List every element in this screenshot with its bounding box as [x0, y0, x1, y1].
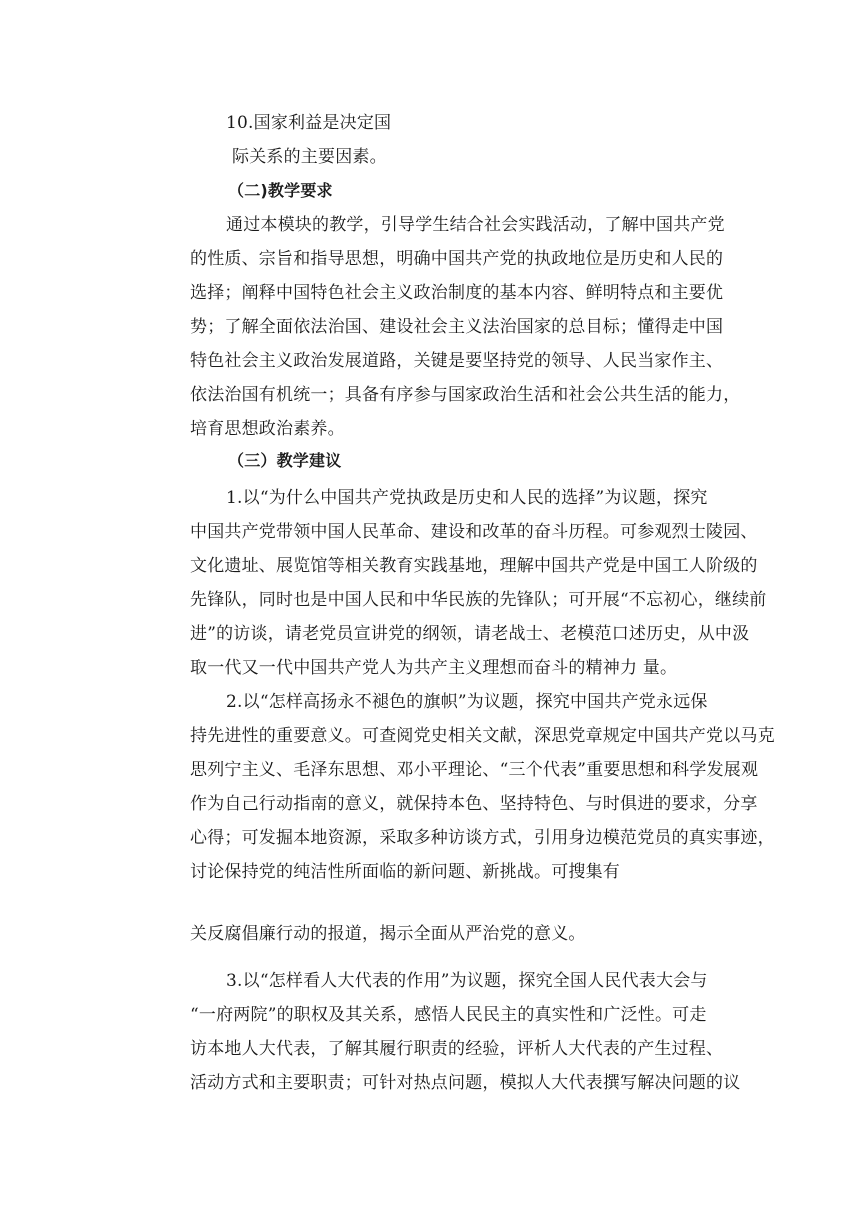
paragraph-line: 2.以“怎样高扬永不褪色的旗帜”为议题，探究中国共产党永远保	[226, 692, 708, 712]
paragraph-line: 关反腐倡廉行动的报道，揭示全面从严治党的意义。	[190, 924, 586, 944]
paragraph-line: 1.以“为什么中国共产党执政是历史和人民的选择”为议题，探究	[226, 488, 708, 508]
paragraph-line: 选择；阐释中国特色社会主义政治制度的基本内容、鲜明特点和主要优	[190, 283, 724, 303]
paragraph-line: 文化遗址、展览馆等相关教育实践基地，理解中国共产党是中国工人阶级的	[190, 556, 758, 576]
paragraph-line: 进”的访谈，请老党员宣讲党的纲领，请老战士、老模范口述历史，从中汲	[190, 624, 750, 644]
paragraph-line: 特色社会主义政治发展道路，关键是要坚持党的领导、人民当家作主、	[190, 351, 724, 371]
paragraph-line: 持先进性的重要意义。可查阅党史相关文献，深思党章规定中国共产党以马克	[190, 726, 775, 746]
paragraph-line: 讨论保持党的纯洁性所面临的新问题、新挑战。可搜集有	[190, 862, 620, 882]
section-heading: （三）教学建议	[228, 451, 342, 470]
paragraph-line: 先锋队，同时也是中国人民和中华民族的先锋队；可开展“不忘初心，继续前	[190, 590, 767, 610]
section-heading: （二)教学要求	[228, 181, 333, 200]
text-line: 际关系的主要因素。	[232, 147, 387, 167]
paragraph-line: 中国共产党带领中国人民革命、建设和改革的奋斗历程。可参观烈士陵园、	[190, 522, 758, 542]
paragraph-line: “一府两院”的职权及其关系，感悟人民民主的真实性和广泛性。可走	[190, 1005, 707, 1025]
paragraph-line: 培育思想政治素养。	[190, 419, 345, 439]
paragraph-line: 活动方式和主要职责；可针对热点问题，模拟人大代表撰写解决问题的议	[190, 1073, 741, 1093]
paragraph-line: 的性质、宗旨和指导思想，明确中国共产党的执政地位是历史和人民的	[190, 249, 724, 269]
paragraph-line: 访本地人大代表，了解其履行职责的经验，评析人大代表的产生过程、	[190, 1039, 724, 1059]
paragraph-line: 势；了解全面依法治国、建设社会主义法治国家的总目标；懂得走中国	[190, 317, 724, 337]
text-line: 10.国家利益是决定国	[226, 113, 392, 133]
paragraph-line: 思列宁主义、毛泽东思想、邓小平理论、“三个代表”重要思想和科学发展观	[190, 760, 759, 780]
paragraph-line: 依法治国有机统一；具备有序参与国家政治生活和社会公共生活的能力，	[190, 385, 741, 405]
paragraph-line: 3.以“怎样看人大代表的作用”为议题，探究全国人民代表大会与	[226, 971, 708, 991]
paragraph-line: 心得；可发掘本地资源，采取多种访谈方式，引用身边模范党员的真实事迹，	[190, 828, 775, 848]
paragraph-line: 通过本模块的教学，引导学生结合社会实践活动，了解中国共产党	[226, 215, 725, 235]
paragraph-line: 取一代又一代中国共产党人为共产主义理想而奋斗的精神力 量。	[190, 658, 678, 678]
paragraph-line: 作为自己行动指南的意义，就保持本色、坚持特色、与时俱进的要求，分享	[190, 794, 758, 814]
